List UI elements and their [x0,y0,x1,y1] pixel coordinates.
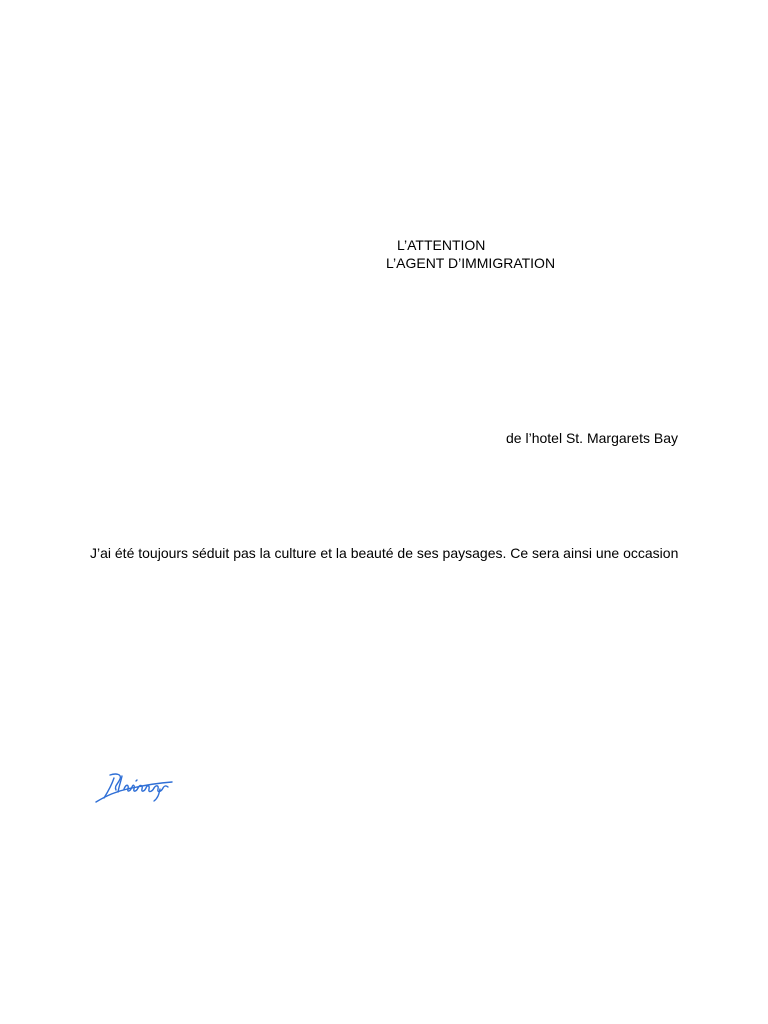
recipient-line-1: L’ATTENTION [397,237,486,253]
body-paragraph: J’ai été toujours séduit pas la culture et la beauté de ses paysages. Ce sera ainsi une occasion [90,545,679,561]
handwritten-signature [92,770,174,806]
hotel-line: de l’hotel St. Margarets Bay [506,430,678,446]
recipient-line-2: L’AGENT D’IMMIGRATION [386,255,556,271]
